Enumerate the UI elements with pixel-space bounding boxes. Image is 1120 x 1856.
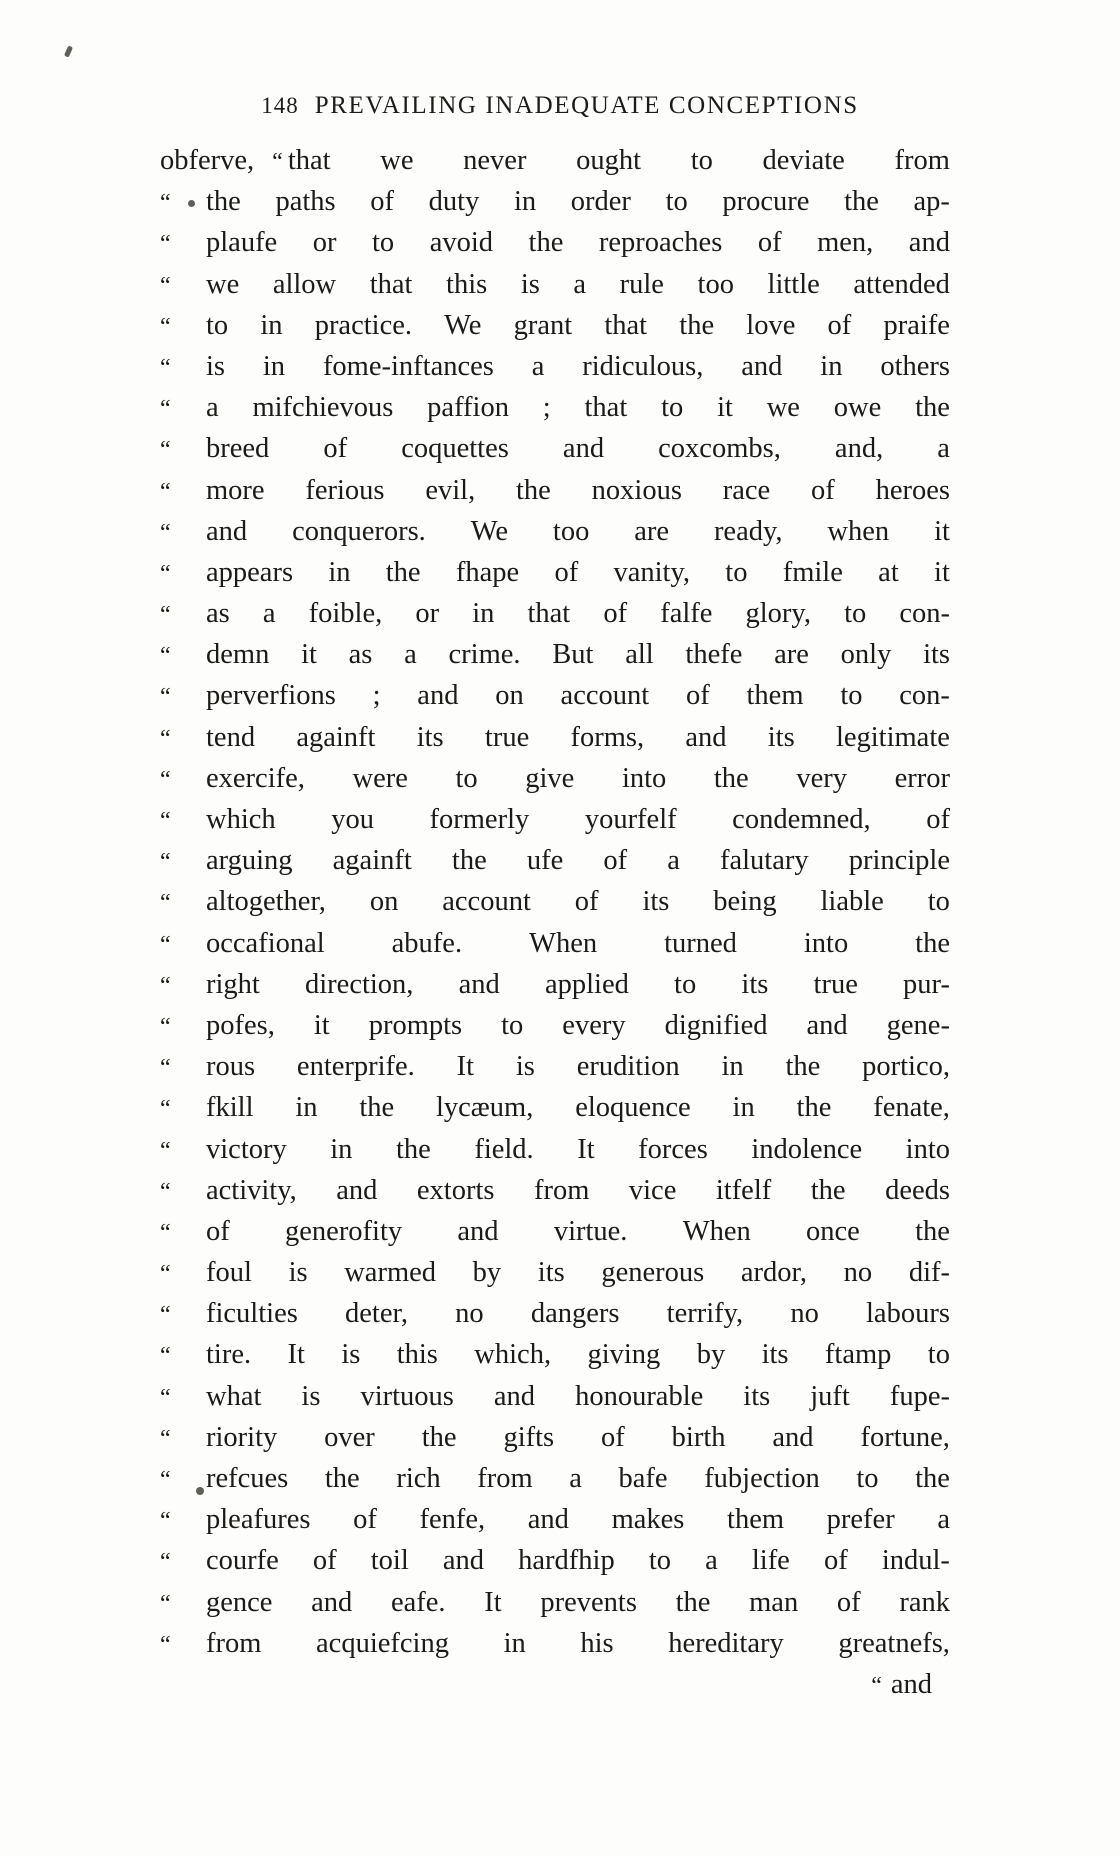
- line-text: ficulties deter, no dangers terrify, no labours: [206, 1298, 950, 1330]
- quotation-mark: “: [871, 1672, 881, 1699]
- text-line: [160, 923, 950, 964]
- running-head: [0, 92, 1120, 120]
- quotation-mark: “: [160, 396, 170, 423]
- line-text: which you formerly yourfelf condemned, of: [206, 804, 950, 835]
- text-line: [160, 758, 950, 799]
- quotation-mark: “: [160, 849, 170, 876]
- line-text: arguing againft the ufe of a falutary principle: [206, 845, 950, 877]
- quotation-mark: “: [160, 1590, 170, 1617]
- line-text: exercife, were to give into the very error: [206, 762, 950, 794]
- quotation-mark: “: [160, 1425, 170, 1452]
- line-text: as a foible, or in that of falfe glory, to con-: [206, 598, 950, 630]
- line-text: riority over the gifts of birth and fortune,: [206, 1421, 950, 1453]
- text-line: [160, 140, 950, 181]
- text-line: [160, 799, 950, 840]
- line-text: we allow that this is a rule too little attended: [206, 268, 950, 300]
- text-line: [160, 964, 950, 1005]
- quotation-mark: “: [160, 519, 170, 546]
- quotation-mark: “: [160, 972, 170, 999]
- line-text: of generofity and virtue. When once the: [206, 1215, 950, 1247]
- line-text: more ferious evil, the noxious race of heroes: [206, 474, 950, 506]
- scan-speck: [64, 45, 73, 57]
- quotation-mark: “: [160, 1137, 170, 1164]
- text-line: [160, 1417, 950, 1458]
- quotation-mark: “: [160, 1013, 170, 1040]
- text-line: [160, 346, 950, 387]
- text-line: [160, 1293, 950, 1334]
- body-text: [160, 140, 950, 1705]
- quotation-mark: “: [160, 1178, 170, 1205]
- text-line: [160, 1499, 950, 1540]
- text-line: [160, 1458, 950, 1499]
- quotation-mark: “: [160, 231, 170, 258]
- line-text: appears in the fhape of vanity, to fmile at it: [206, 556, 950, 588]
- text-line: [160, 511, 950, 552]
- quotation-mark: “: [160, 725, 170, 752]
- text-line: [160, 264, 950, 305]
- quotation-mark: “: [160, 437, 170, 464]
- text-line: [160, 1540, 950, 1581]
- line-text: right direction, and applied to its true pur-: [206, 968, 950, 1000]
- quotation-mark: “: [160, 931, 170, 958]
- text-line: [160, 1005, 950, 1046]
- text-line: [160, 1252, 950, 1293]
- text-line: [160, 1211, 950, 1252]
- text-line: [160, 840, 950, 881]
- quotation-mark: “: [160, 478, 170, 505]
- catchword: and: [890, 1668, 932, 1700]
- quotation-mark: “: [160, 1302, 170, 1329]
- line-text: tend againft its true forms, and its legitimate: [206, 721, 950, 753]
- line-text: from acquiefcing in his hereditary greatnefs,: [206, 1627, 950, 1659]
- text-line: [160, 305, 950, 346]
- text-line: [160, 717, 950, 758]
- quotation-mark: “: [160, 1343, 170, 1370]
- text-line: [160, 552, 950, 593]
- text-line: [160, 1334, 950, 1375]
- quotation-mark: “: [272, 149, 282, 175]
- line-text: rous enterprife. It is erudition in the portico,: [206, 1051, 950, 1083]
- opening-word: obferve,: [160, 145, 255, 176]
- text-line: [160, 1170, 950, 1211]
- quotation-mark: “: [160, 313, 170, 340]
- quotation-mark: “: [160, 560, 170, 587]
- line-text: courfe of toil and hardfhip to a life of indul-: [206, 1545, 950, 1577]
- line-text: occafional abufe. When turned into the: [206, 927, 950, 959]
- text-line: [160, 881, 950, 922]
- line-text: the paths of duty in order to procure the ap-: [206, 186, 950, 218]
- text-line: [160, 1087, 950, 1128]
- text-line: [160, 222, 950, 263]
- line-text: and conquerors. We too are ready, when it: [206, 515, 950, 547]
- quotation-mark: “: [160, 1261, 170, 1288]
- line-text: victory in the field. It forces indolence into: [206, 1133, 950, 1165]
- text-line: [160, 428, 950, 469]
- page-number: 148: [261, 93, 299, 118]
- quotation-mark: “: [160, 272, 170, 299]
- text-line: [160, 634, 950, 675]
- line-text: that we never ought to deviate from: [287, 145, 950, 176]
- catchword-line: [160, 1664, 950, 1705]
- quotation-mark: “: [160, 602, 170, 629]
- text-line: [160, 1129, 950, 1170]
- line-text: what is virtuous and honourable its juft fupe-: [206, 1380, 950, 1412]
- quotation-mark: “: [160, 1467, 170, 1493]
- quotation-mark: “: [160, 1508, 170, 1535]
- line-text: is in fome-inftances a ridiculous, and in others: [206, 350, 950, 382]
- line-text: to in practice. We grant that the love of praife: [206, 309, 950, 341]
- line-text: refcues the rich from a bafe fubjection to the: [206, 1463, 950, 1494]
- quotation-mark: “: [160, 190, 170, 217]
- text-line: [160, 593, 950, 634]
- quotation-mark: “: [160, 1549, 170, 1576]
- line-text: breed of coquettes and coxcombs, and, a: [206, 433, 950, 465]
- quotation-mark: “: [160, 1631, 170, 1658]
- text-line: [160, 1623, 950, 1664]
- line-text: foul is warmed by its generous ardor, no dif-: [206, 1257, 950, 1289]
- text-line: [160, 387, 950, 428]
- quotation-mark: “: [160, 808, 170, 834]
- line-text: gence and eafe. It prevents the man of rank: [206, 1586, 950, 1618]
- quotation-mark: “: [160, 1219, 170, 1246]
- text-line: [160, 1046, 950, 1087]
- text-line: [160, 470, 950, 511]
- line-text: demn it as a crime. But all thefe are only its: [206, 639, 950, 671]
- quotation-mark: “: [160, 354, 170, 381]
- quotation-mark: “: [160, 684, 170, 711]
- line-text: tire. It is this which, giving by its ftamp to: [206, 1339, 950, 1371]
- text-line: [160, 675, 950, 716]
- text-line: [160, 1582, 950, 1623]
- line-text: a mifchievous paffion ; that to it we owe the: [206, 392, 950, 424]
- line-text: pleafures of fenfe, and makes them prefer a: [206, 1504, 950, 1536]
- quotation-mark: “: [160, 1384, 170, 1411]
- quotation-mark: “: [160, 643, 170, 670]
- line-text: activity, and extorts from vice itfelf the deeds: [206, 1174, 950, 1206]
- line-text: altogether, on account of its being liable to: [206, 886, 950, 918]
- line-text: perverfions ; and on account of them to con-: [206, 680, 950, 712]
- quotation-mark: “: [160, 1055, 170, 1082]
- text-line: [160, 181, 950, 222]
- quotation-mark: “: [160, 890, 170, 917]
- quotation-mark: “: [160, 1096, 170, 1123]
- line-text: fkill in the lycæum, eloquence in the fenate,: [206, 1092, 950, 1124]
- line-text: pofes, it prompts to every dignified and gene-: [206, 1009, 950, 1041]
- line-text: plaufe or to avoid the reproaches of men, and: [206, 227, 950, 259]
- text-line: [160, 1376, 950, 1417]
- quotation-mark: “: [160, 766, 170, 793]
- running-head-title: PREVAILING INADEQUATE CONCEPTIONS: [314, 92, 859, 119]
